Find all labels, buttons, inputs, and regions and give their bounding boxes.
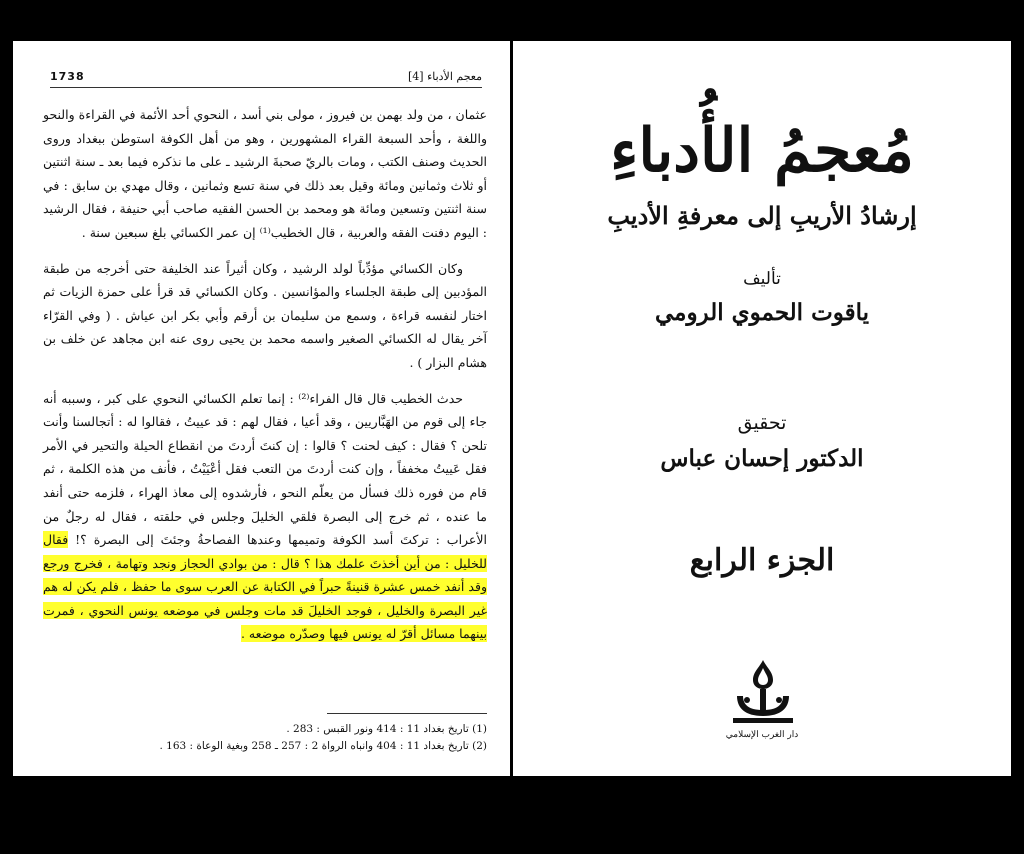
highlighted-passage: فقال للخليل : من أين أخذتَ علمك هذا ؟ قال : من بوادي الحجاز ونجد وتهامة ، فخرج ورجع وقد أنفد خمس عشرة قنينةً حبراً في الكتابة عن العرب سوى ما حفظ ، فلم يكن له هم غير البصرة والخليل ، فوجد الخليلَ قد مات وجلس في موضعه يونس النحوي ، فمرت بينهما مسائل أقرّ له يونس فيها وصدّره موضعه . xyxy=(43,532,487,642)
title-page xyxy=(513,41,1011,776)
footnotes xyxy=(159,721,487,755)
page-header xyxy=(50,69,482,88)
left-page xyxy=(13,41,510,776)
publisher-logo-icon xyxy=(723,656,803,726)
body-text xyxy=(43,103,487,658)
publisher-name: دار الغرب الإسلامي xyxy=(725,730,799,740)
paragraph-1: عثمان ، من ولد بهمن بن فيروز ، مولى بني أسد ، النحوي أحد الأئمة في القراءة والنحو واللغة ، وأحد السبعة القراء المشهورين ، وهو من أهل الكوفة استوطن ببغداد وروى الحديث وصنف الكتب ، ومات بالريّ صحبةَ الرشيد ـ على ما نذكره فيما بعد ـ سنة اثنتين أو ثلاث وثمانين ومائة وقيل بعد ذلك في سنة تسع وثمانين ، وقال مهدي بن سابق : في سنة اثنتين وتسعين ومائة هو ومحمد بن الحسن الفقيه صاحب أبي حنيفة ، فقال الرشيد : اليوم دفنت الفقه والعربية ، قال الخطيب⁽¹⁾ إن عمر الكسائي بلغ سبعين سنة . xyxy=(43,107,487,240)
authored-label: تأليف xyxy=(743,269,781,289)
volume-label: الجزء الرابع xyxy=(689,543,835,578)
editor-name: الدكتور إحسان عباس xyxy=(660,445,864,472)
footnote-1: (1) تاريخ بغداد 11 : 414 ونور القبس : 283 . xyxy=(286,723,487,735)
paragraph-3-text: حدث الخطيب قال قال الفراء⁽²⁾ : إنما تعلم الكسائي النحوي على كبر ، وسببه أنه جاء إلى قوم من الهَبَّاريين ، وقد أعيا ، فقال لهم : قد عييتُ ، فقالوا له : أتجالسنا وأنت تلحن ؟ فقال : كيف لحنت ؟ قالوا : إن كنتَ أردتَ من انقطاع الحيلة والتحير في الأمر فقل عَييتُ مخففاً ، وإن كنت أردتَ من التعب فقل أعْيَيْتُ ، فأنف من هذه الكلمة ، ثم قام من فوره ذلك فسأل من يعلّم النحو ، فأرشدوه إلى معاذ الهراء ، فلزمه حتى أنفد ما عنده ، ثم خرج إلى البصرة فلقي الخليلَ وجلس في حلقته ، فقال له رجلٌ من الأعراب : تركتَ أسد الكوفة وتميمها وعندها الفصاحةُ وجئتَ إلى البصرة ؟! xyxy=(43,390,487,548)
page-number: 1738 xyxy=(50,70,85,83)
author-name: ياقوت الحموي الرومي xyxy=(654,299,870,326)
edited-label: تحقيق xyxy=(737,412,787,434)
book-title: مُعجمُ الأُدباءِ xyxy=(610,116,914,186)
paragraph-2: وكان الكسائي مؤدِّباً لولد الرشيد ، وكان أثيراً عند الخليفة حتى أخرجه من طبقة المؤدبين إلى طبقة الجلساء والمؤانسين . وكان الكسائي قد قرأ على حمزة الزيات ثم اختار لنفسه قراءة ، وسمع من سليمان بن أرقم وأبي بكر ابن عياش . ( وفي القرّاء آخر يقال له الكسائي الصغير واسمه محمد بن يحيى روى عنه ابن مجاهد عن خلف بن هشام البزار ) . xyxy=(43,260,487,370)
footnote-2: (2) تاريخ بغداد 11 : 404 وانباه الرواة 2 : 257 ـ 258 وبغية الوعاة : 163 . xyxy=(159,740,487,752)
footnote-divider xyxy=(327,713,487,714)
running-title: معجم الأدباء [4] xyxy=(407,70,482,83)
book-subtitle: إرشادُ الأريبِ إلى معرفةِ الأديبِ xyxy=(607,201,917,230)
paragraph-3 xyxy=(43,387,487,647)
